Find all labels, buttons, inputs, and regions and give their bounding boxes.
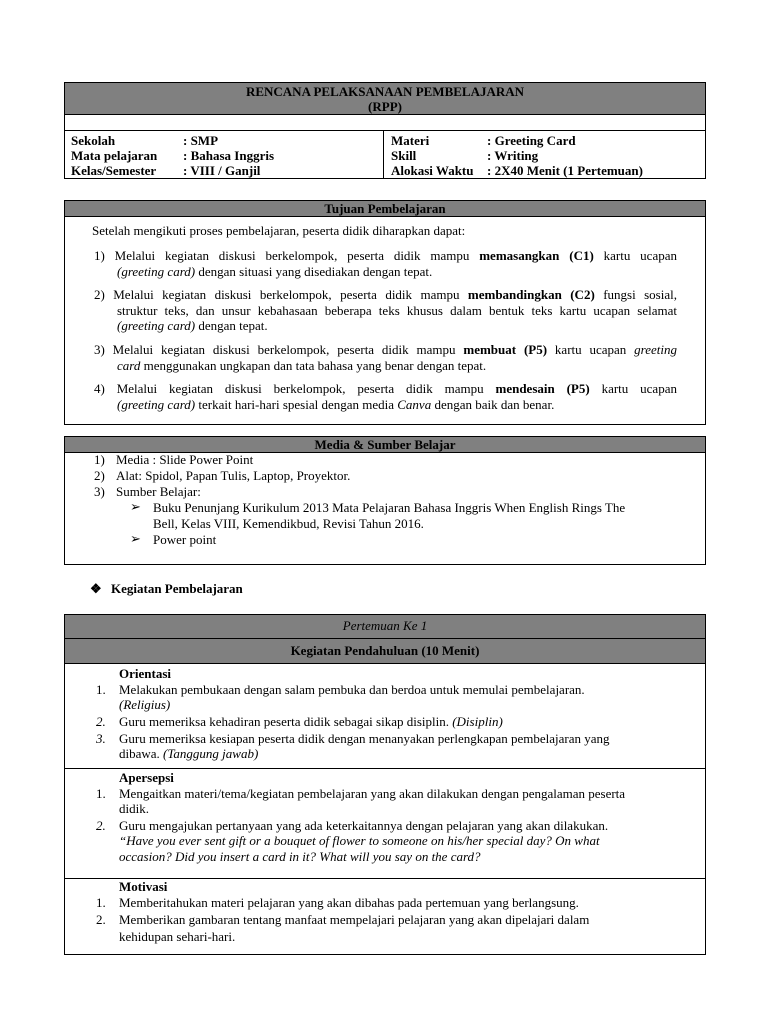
- media-item-3: 3) Sumber Belajar:: [94, 484, 201, 499]
- header-spacer-row: [64, 114, 706, 131]
- media-item-2: 2) Alat: Spidol, Papan Tulis, Laptop, Proyektor.: [94, 468, 351, 483]
- apersepsi-item-1-line-2: didik.: [119, 801, 149, 816]
- identity-row-kelas: Kelas/Semester : VIII / Ganjil: [71, 163, 261, 178]
- orientasi-item-2: Guru memeriksa kehadiran peserta didik sebagai sikap disiplin. (Disiplin): [119, 714, 503, 729]
- arrow-bullet-icon: ➢: [130, 499, 141, 514]
- motivasi-heading: Motivasi: [119, 879, 168, 894]
- orientasi-item-3-number: 3.: [96, 731, 106, 746]
- tujuan-item-1-line-1: 1) Melalui kegiatan diskusi berkelompok, peserta didik mampu memasangkan (C1) kartu ucapan: [94, 248, 677, 263]
- tujuan-item-2-line-3: (greeting card) dengan tepat.: [117, 318, 268, 333]
- rpp-subtitle: (RPP): [368, 99, 402, 114]
- tujuan-item-4-line-2: (greeting card) terkait hari-hari spesial dengan media Canva dengan baik dan benar.: [117, 397, 555, 412]
- apersepsi-item-1-line-1: Mengaitkan materi/tema/kegiatan pembelajaran yang akan dilakukan dengan pengalaman peserta: [119, 786, 626, 801]
- orientasi-item-1-number: 1.: [96, 682, 106, 697]
- identity-row-materi: Materi : Greeting Card: [391, 133, 576, 148]
- tujuan-item-3-line-1: 3) Melalui kegiatan diskusi berkelompok, peserta didik mampu membuat (P5) kartu ucapan greeting: [94, 342, 677, 357]
- tujuan-item-1-line-2: (greeting card) dengan situasi yang disediakan dengan tepat.: [117, 264, 433, 279]
- identity-right: [383, 130, 706, 179]
- motivasi-item-2-line-2: kehidupan sehari-hari.: [119, 929, 236, 944]
- orientasi-heading: Orientasi: [119, 666, 171, 681]
- identity-row-sekolah: Sekolah : SMP: [71, 133, 219, 148]
- media-heading: Media & Sumber Belajar: [64, 436, 706, 453]
- media-source-1-line-1: Buku Penunjang Kurikulum 2013 Mata Pelajaran Bahasa Inggris When English Rings The: [153, 500, 626, 515]
- apersepsi-question-line-1: “Have you ever sent gift or a bouquet of flower to someone on his/her special day? On what: [119, 833, 600, 848]
- apersepsi-item-2-line-1: Guru mengajukan pertanyaan yang ada keterkaitannya dengan pelajaran yang akan dilakukan.: [119, 818, 609, 833]
- tujuan-item-3-line-2: card menggunakan ungkapan dan tata bahasa yang benar dengan tepat.: [117, 358, 487, 373]
- pertemuan-title: Pertemuan Ke 1: [64, 614, 706, 639]
- rpp-header: [64, 82, 706, 115]
- orientasi-item-2-number: 2.: [96, 714, 106, 729]
- tujuan-heading: Tujuan Pembelajaran: [64, 200, 706, 217]
- tujuan-item-4-line-1: 4) Melalui kegiatan diskusi berkelompok, peserta didik mampu mendesain (P5) kartu ucapan: [94, 381, 677, 396]
- identity-left: [64, 130, 384, 179]
- media-item-1: 1) Media : Slide Power Point: [94, 452, 254, 467]
- rpp-title: RENCANA PELAKSANAAN PEMBELAJARAN: [245, 84, 525, 99]
- pendahuluan-heading: Kegiatan Pendahuluan (10 Menit): [64, 638, 706, 664]
- apersepsi-heading: Apersepsi: [119, 770, 174, 785]
- kegiatan-title: Kegiatan Pembelajaran: [111, 581, 243, 596]
- media-source-2: Power point: [153, 532, 217, 547]
- motivasi-item-2-number: 2.: [96, 912, 106, 927]
- orientasi-item-1-line-1: Melakukan pembukaan dengan salam pembuka dan berdoa untuk memulai pembelajaran.: [119, 682, 585, 697]
- motivasi-item-1-number: 1.: [96, 895, 106, 910]
- diamond-bullet-icon: ❖: [90, 581, 102, 596]
- tujuan-intro: Setelah mengikuti proses pembelajaran, peserta didik diharapkan dapat:: [92, 223, 466, 238]
- arrow-bullet-icon: ➢: [130, 531, 141, 546]
- motivasi-item-1: Memberitahukan materi pelajaran yang akan dibahas pada pertemuan yang berlangsung.: [119, 895, 579, 910]
- identity-row-alokasi: Alokasi Waktu : 2X40 Menit (1 Pertemuan): [391, 163, 643, 178]
- apersepsi-item-1-number: 1.: [96, 786, 106, 801]
- tujuan-item-2-line-2: struktur teks, dan unsur kebahasaan beberapa teks khusus dalam bentuk teks kartu ucapan selamat: [117, 303, 677, 318]
- orientasi-item-1-line-2: (Religius): [119, 697, 171, 712]
- motivasi-item-2-line-1: Memberikan gambaran tentang manfaat mempelajari pelajaran yang akan dipelajari dalam: [119, 912, 590, 927]
- orientasi-item-3-line-2: dibawa. (Tanggung jawab): [119, 746, 259, 761]
- apersepsi-item-2-number: 2.: [96, 818, 106, 833]
- identity-row-skill: Skill : Writing: [391, 148, 539, 163]
- apersepsi-question-line-2: occasion? Did you insert a card in it? What will you say on the card?: [119, 849, 481, 864]
- media-source-1-line-2: Bell, Kelas VIII, Kemendikbud, Revisi Tahun 2016.: [153, 516, 424, 531]
- identity-row-mapel: Mata pelajaran : Bahasa Inggris: [71, 148, 275, 163]
- tujuan-item-2-line-1: 2) Melalui kegiatan diskusi berkelompok, peserta didik mampu membandingkan (C2) fungsi sosial,: [94, 287, 677, 302]
- orientasi-item-3-line-1: Guru memeriksa kesiapan peserta didik dengan menanyakan perlengkapan pembelajaran yang: [119, 731, 610, 746]
